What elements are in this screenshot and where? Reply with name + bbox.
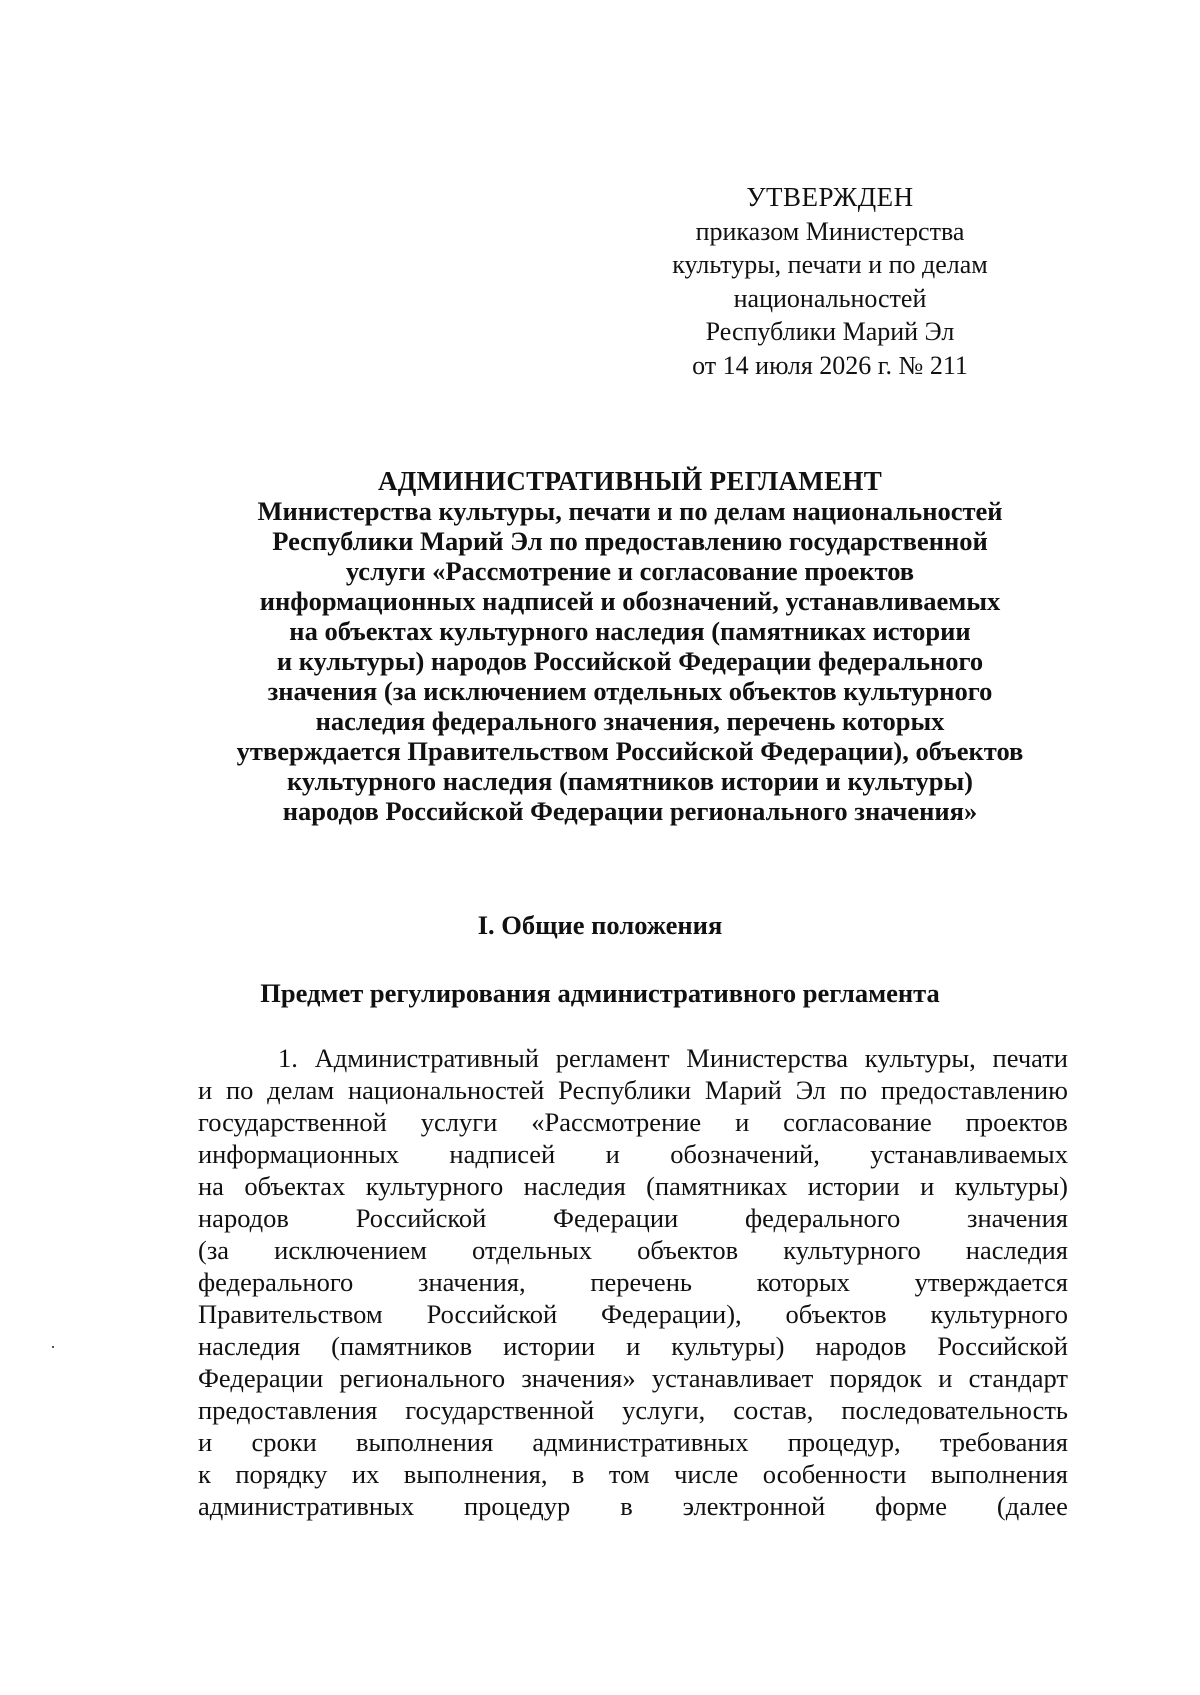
approval-line: от 14 июля 2026 г. № 211 (692, 350, 968, 380)
body-line: информационных надписей и обозначений, устанавливаемых (198, 1139, 1068, 1169)
body-line: (за исключением отдельных объектов культурного наследия (198, 1235, 1068, 1265)
approval-line: национальностей (733, 283, 927, 313)
body-line: наследия (памятников истории и культуры) народов Российской (198, 1331, 1068, 1361)
approval-line: культуры, печати и по делам (672, 250, 988, 279)
scan-speck (52, 1346, 54, 1348)
regulation-subtitle-line: наследия федерального значения, перечень которых (315, 706, 945, 736)
regulation-subtitle-line: культурного наследия (памятников истории и культуры) (287, 766, 973, 796)
body-line: к порядку их выполнения, в том числе особенности выполнения (198, 1459, 1068, 1489)
section-subheading: Предмет регулирования административного регламента (260, 978, 940, 1008)
regulation-subtitle-line: и культуры) народов Российской Федерации федерального (276, 646, 984, 676)
body-line: Правительством Российской Федерации), объектов культурного (198, 1299, 1068, 1329)
regulation-subtitle-line: на объектах культурного наследия (памятниках истории (289, 616, 971, 646)
body-line: государственной услуги «Рассмотрение и согласование проектов (198, 1107, 1068, 1137)
section-heading: I. Общие положения (477, 910, 723, 940)
regulation-subtitle-line: Республики Марий Эл по предоставлению государственной (272, 526, 988, 556)
body-paragraph (198, 1042, 1068, 1522)
regulation-subtitle-line: народов Российской Федерации регионального значения» (282, 796, 978, 826)
body-line: народов Российской Федерации федерального значения (198, 1203, 1068, 1233)
body-line: предоставления государственной услуги, состав, последовательность (198, 1395, 1068, 1425)
regulation-title: АДМИНИСТРАТИВНЫЙ РЕГЛАМЕНТ (377, 466, 883, 496)
body-line: 1. Административный регламент Министерства культуры, печати (278, 1043, 1068, 1073)
regulation-subtitle-line: информационных надписей и обозначений, устанавливаемых (259, 586, 1001, 616)
regulation-subtitle-line: Министерства культуры, печати и по делам национальностей (257, 496, 1003, 526)
approval-line: приказом Министерства (695, 216, 965, 246)
approval-title: УТВЕРЖДЕН (746, 182, 914, 212)
body-line: на объектах культурного наследия (памятниках истории и культуры) (198, 1171, 1068, 1201)
approval-line: Республики Марий Эл (705, 317, 955, 346)
body-line: административных процедур в электронной форме (далее (198, 1491, 1068, 1521)
approval-stamp (640, 181, 1020, 382)
body-line: федерального значения, перечень которых утверждается (198, 1267, 1068, 1297)
regulation-title-block (150, 466, 1110, 826)
regulation-subtitle-line: утверждается Правительством Российской Федерации), объектов (236, 736, 1024, 766)
body-line: и сроки выполнения административных процедур, требования (198, 1427, 1068, 1457)
body-line: и по делам национальностей Республики Марий Эл по предоставлению (198, 1075, 1068, 1105)
regulation-subtitle-line: услуги «Рассмотрение и согласование проектов (345, 556, 915, 586)
body-line: Федерации регионального значения» устанавливает порядок и стандарт (198, 1363, 1068, 1393)
regulation-subtitle-line: значения (за исключением отдельных объектов культурного (267, 676, 993, 706)
